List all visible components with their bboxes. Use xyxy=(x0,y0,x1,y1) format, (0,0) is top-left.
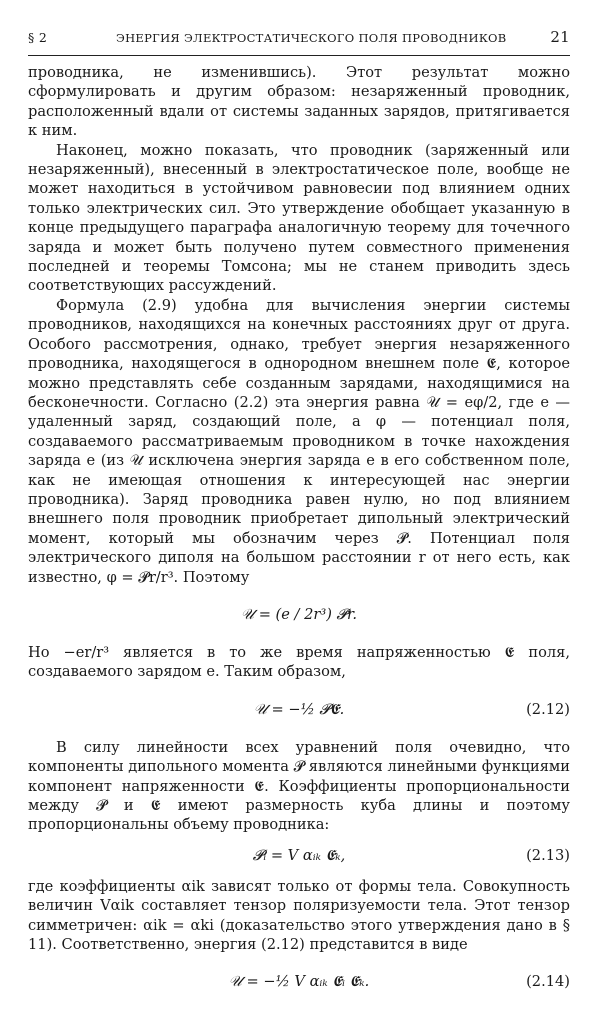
equation-2-12 xyxy=(28,690,570,730)
running-header xyxy=(28,28,570,52)
equation-formula: 𝒰 = −½ 𝓟𝕰. xyxy=(253,700,345,718)
equation-formula: 𝒰 = −½ V αᵢₖ 𝕰ᵢ 𝕰ₖ. xyxy=(228,973,370,991)
equation-number: (2.14) xyxy=(526,973,570,991)
body-text xyxy=(28,63,570,1010)
paragraph-3: Формула (2.9) удобна для вычисления энергии системы проводников, находящихся на конечных расстояниях друг от друга. Особого рассмотрения, однако, требует энергия незаряженного проводника, находящегося в однородном внешнем поле 𝕰, которое можно представлять себе созданным зарядами, находящимися на бесконечности. Согласно (2.2) эта энергия равна 𝒰 = eφ/2, где e — удаленный заряд, создающий поле, а φ — потенциал поля, создаваемого рассматриваемым проводником в точке нахождения заряда e (из 𝒰 исключена энергия заряда e в его собственном поле, как не имеющая отношения к интересующей нас энергии проводника). Заряд проводника равен нулю, но под влиянием внешнего поля проводник приобретает дипольный электрический момент, который мы обозначим через 𝓟. Потенциал поля электрического диполя на большом расстоянии r от него есть, как известно, φ = 𝓟r/r³. Поэтому xyxy=(28,296,570,586)
header-rule xyxy=(28,55,570,56)
equation-formula: 𝓟ᵢ = V αᵢₖ 𝕰ₖ, xyxy=(252,846,346,864)
running-title: ЭНЕРГИЯ ЭЛЕКТРОСТАТИЧЕСКОГО ПОЛЯ ПРОВОДНИКОВ xyxy=(116,31,507,45)
equation-formula: 𝒰 = (e / 2r³) 𝓟r. xyxy=(240,605,358,623)
paragraph-5: В силу линейности всех уравнений поля очевидно, что компоненты дипольного момента 𝓟 являются линейными функциями компонент напряженности 𝕰. Коэффициенты пропорциональности между 𝓟 и 𝕰 имеют размерность куба длины и поэтому пропорциональны объему проводника: xyxy=(28,738,570,834)
equation-2-14 xyxy=(28,962,570,1002)
equation-2-13 xyxy=(28,843,570,869)
section-mark: § 2 xyxy=(28,30,48,45)
equation-number: (2.12) xyxy=(526,700,570,718)
paragraph-2: Наконец, можно показать, что проводник (заряженный или незаряженный), внесенный в электростатическое поле, вообще не может находиться в устойчивом равновесии под влиянием одних только электрических сил. Это утверждение обобщает указанную в конце предыдущего параграфа аналогичную теорему для точечного заряда и может быть получено путем совместного применения последней и теоремы Томсона; мы не станем приводить здесь соответствующих рассуждений. xyxy=(28,141,570,295)
paragraph-1: проводника, не изменившись). Этот результат можно сформулировать и другим образом: незаряженный проводник, расположенный вдали от системы заданных зарядов, притягивается к ним. xyxy=(28,64,570,140)
equation-number: (2.13) xyxy=(526,846,570,864)
paragraph-4: Но −er/r³ является в то же время напряженностью 𝕰 поля, создаваемого зарядом e. Таким образом, xyxy=(28,643,570,681)
paragraph-6: где коэффициенты αik зависят только от формы тела. Совокупность величин Vαik составляет тензор поляризуемости тела. Этот тензор симметричен: αik = αki (доказательство этого утверждения дано в § 11). Соответственно, энергия (2.12) представится в виде xyxy=(28,877,570,954)
page-number: 21 xyxy=(550,28,570,46)
equation-unnumbered xyxy=(28,595,570,635)
